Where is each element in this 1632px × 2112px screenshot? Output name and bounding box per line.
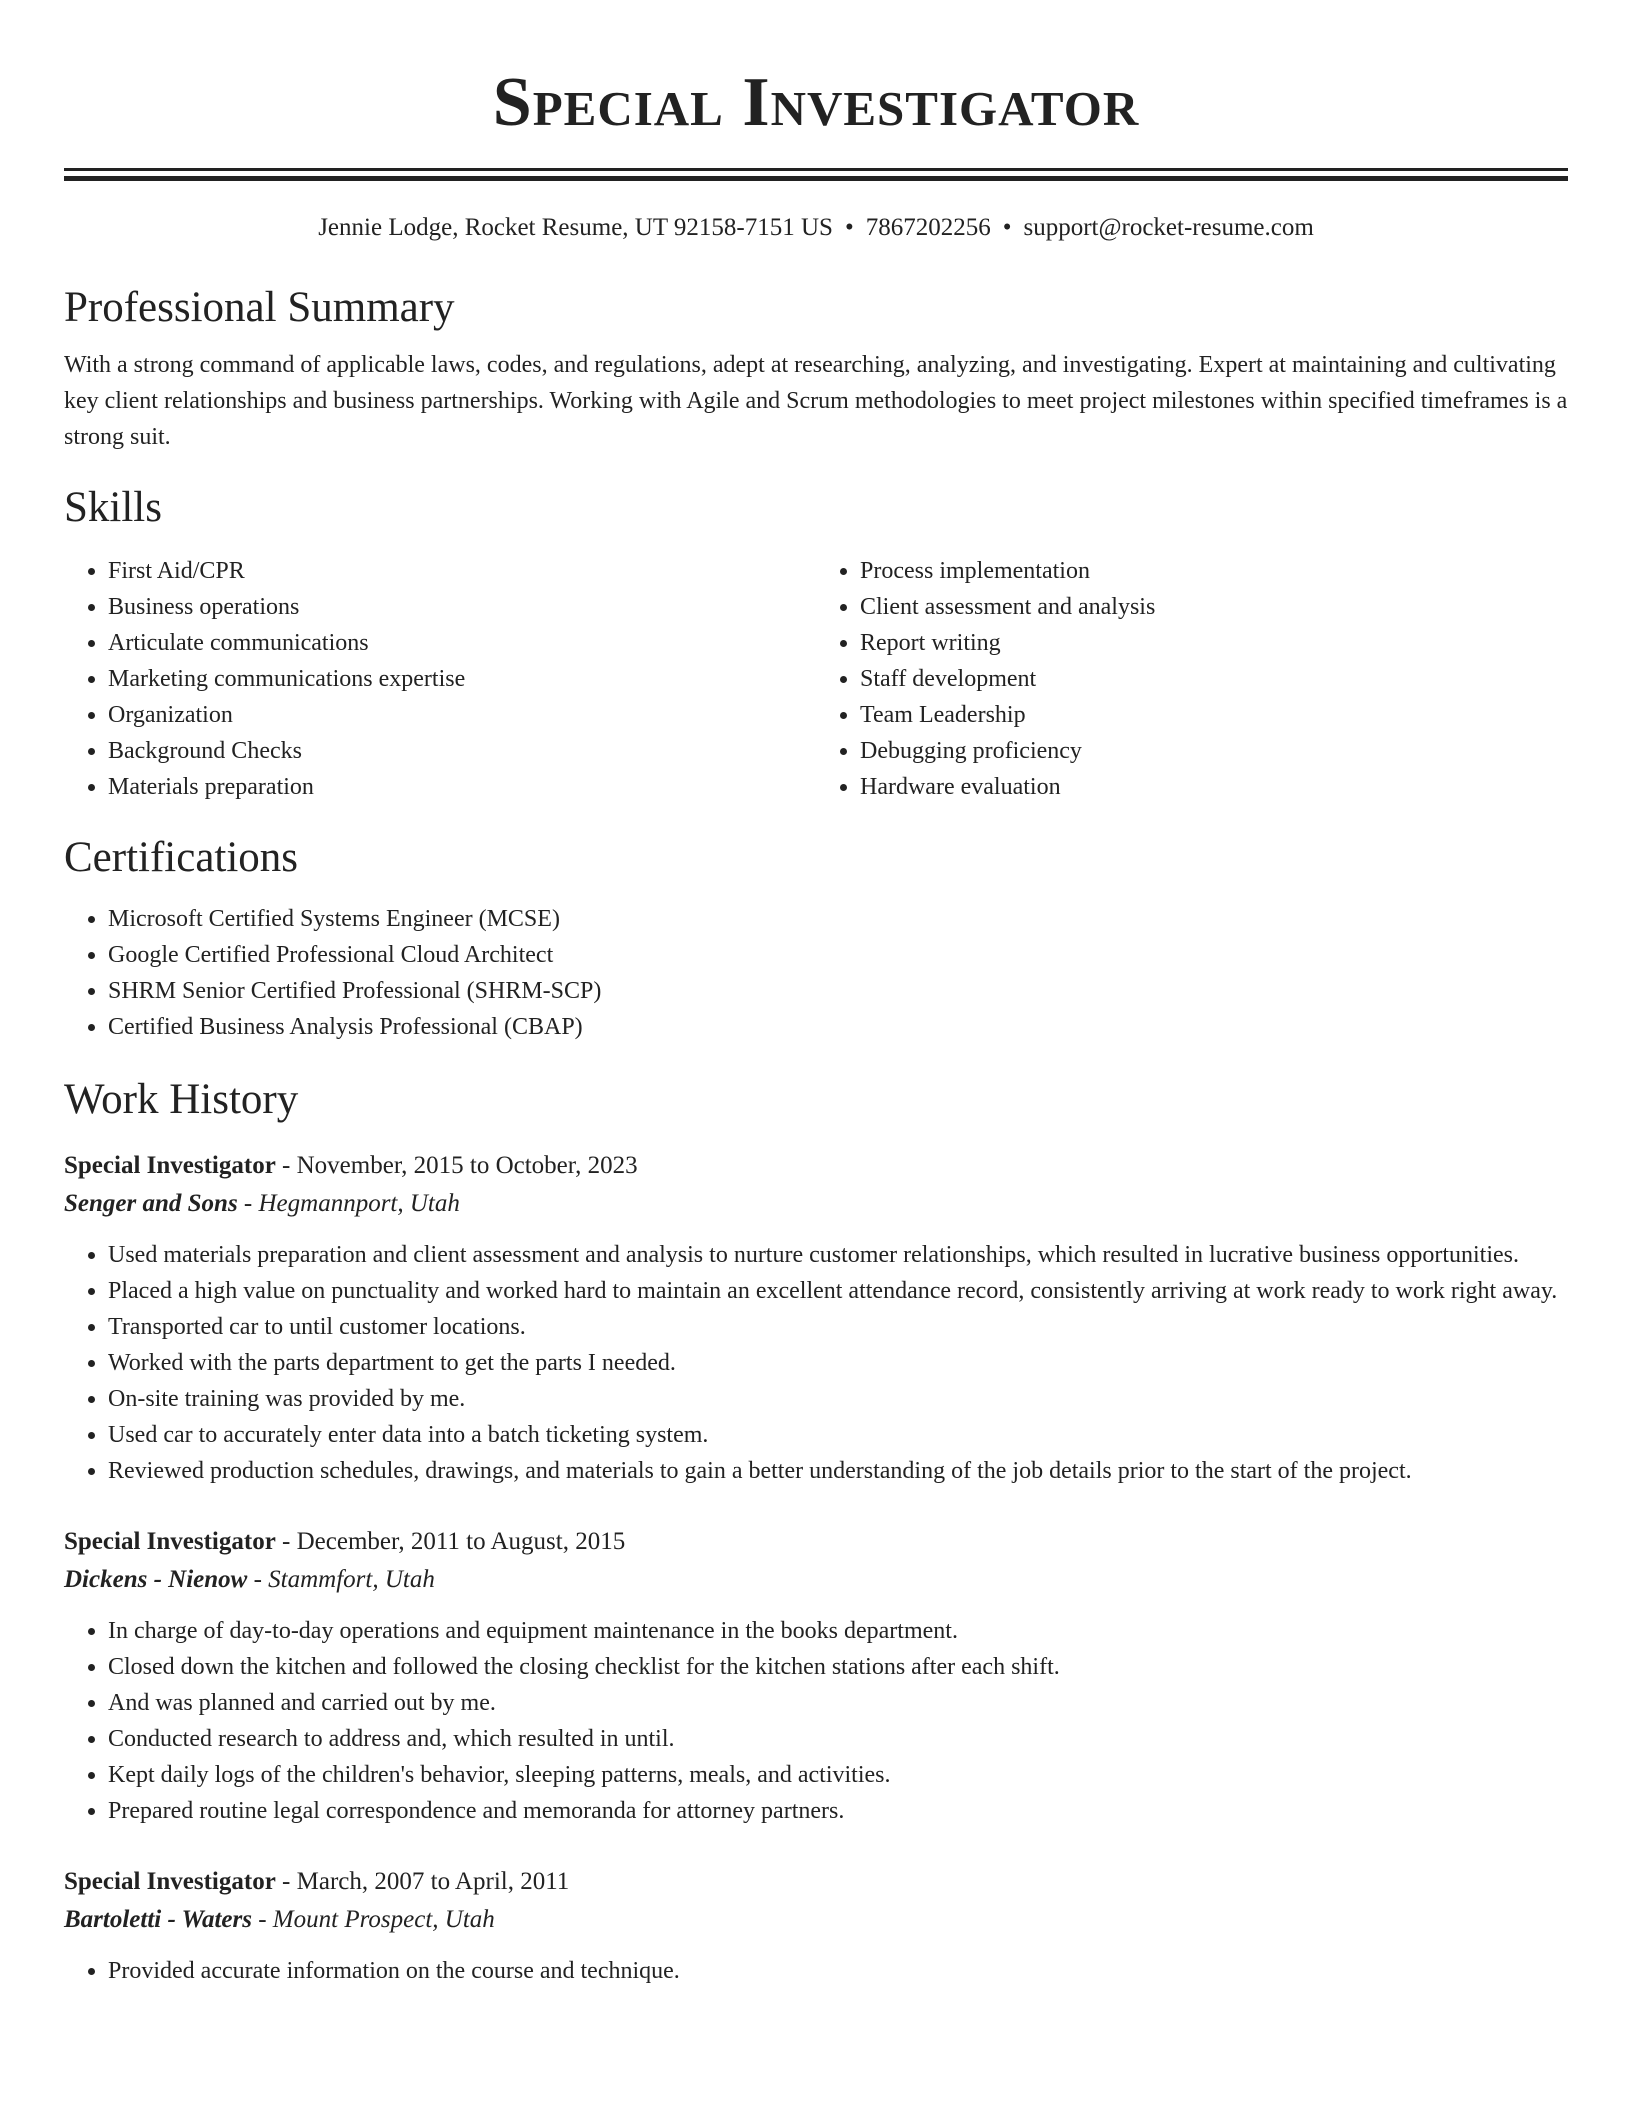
skill-item: • Business operations: [108, 589, 816, 625]
skill-item: • First Aid/CPR: [108, 553, 816, 589]
job-bullet: • And was planned and carried out by me.: [108, 1685, 1568, 1721]
skill-item: • Marketing communications expertise: [108, 661, 816, 697]
job-company: Dickens - Nienow: [64, 1566, 248, 1593]
job-entry: [64, 1863, 1568, 1989]
job-bullet: • Conducted research to address and, which resulted in until.: [108, 1721, 1568, 1757]
title-divider: [64, 168, 1568, 181]
skill-item: • Staff development: [860, 661, 1568, 697]
skill-item: • Team Leadership: [860, 697, 1568, 733]
work-history-heading: Work History: [64, 1076, 299, 1123]
skill-item: • Materials preparation: [108, 769, 816, 805]
job-bullet: • Used materials preparation and client assessment and analysis to nurture customer relationships, which resulted in lucrative business opportunities.: [108, 1237, 1568, 1273]
skill-item: • Articulate communications: [108, 625, 816, 661]
job-bullet: • Used car to accurately enter data into a batch ticketing system.: [108, 1417, 1568, 1453]
job-title: Special Investigator: [64, 1868, 276, 1895]
job-location: - Hegmannport, Utah: [237, 1190, 460, 1217]
certification-item: • SHRM Senior Certified Professional (SHRM-SCP): [108, 973, 1568, 1009]
summary-text: With a strong command of applicable laws, codes, and regulations, adept at researching, analyzing, and investigating. Expert at maintaining and cultivating key client relationships and business partnerships. Working with Agile and Scrum methodologies to meet project milestones within specified timeframes is a strong suit.: [64, 352, 1568, 450]
skills-list-left: [64, 553, 816, 805]
job-title-line: [64, 1863, 1568, 1901]
job-company: Bartoletti - Waters: [64, 1906, 252, 1933]
contact-separator: •: [1002, 214, 1012, 241]
job-location: - Mount Prospect, Utah: [251, 1906, 495, 1933]
job-dates: - December, 2011 to August, 2015: [275, 1528, 626, 1555]
skills-list-right: [816, 553, 1568, 805]
skills-columns: [64, 553, 1568, 805]
job-bullets: [64, 1613, 1568, 1829]
certifications-heading: Certifications: [64, 834, 299, 881]
contact-email: support@rocket-resume.com: [1023, 214, 1314, 241]
job-dates: - March, 2007 to April, 2011: [275, 1868, 570, 1895]
job-entry: [64, 1147, 1568, 1489]
skills-heading: Skills: [64, 484, 162, 531]
job-bullet: • On-site training was provided by me.: [108, 1381, 1568, 1417]
job-bullet: • In charge of day-to-day operations and equipment maintenance in the books department.: [108, 1613, 1568, 1649]
job-entry: [64, 1523, 1568, 1829]
job-company-line: [64, 1185, 1568, 1223]
certification-item: • Certified Business Analysis Professional (CBAP): [108, 1009, 1568, 1045]
resume-title: Special Investigator: [492, 64, 1140, 141]
certification-item: • Microsoft Certified Systems Engineer (MCSE): [108, 901, 1568, 937]
job-bullets: [64, 1237, 1568, 1489]
skill-item: • Background Checks: [108, 733, 816, 769]
job-location: - Stammfort, Utah: [247, 1566, 435, 1593]
job-bullet: • Kept daily logs of the children's behavior, sleeping patterns, meals, and activities.: [108, 1757, 1568, 1793]
contact-line: [64, 211, 1568, 245]
skill-item: • Debugging proficiency: [860, 733, 1568, 769]
contact-separator: •: [844, 214, 854, 241]
job-bullet: • Worked with the parts department to get the parts I needed.: [108, 1345, 1568, 1381]
skill-item: • Client assessment and analysis: [860, 589, 1568, 625]
job-bullet: • Provided accurate information on the course and technique.: [108, 1953, 1568, 1989]
job-title: Special Investigator: [64, 1152, 276, 1179]
certification-item: • Google Certified Professional Cloud Architect: [108, 937, 1568, 973]
skill-item: • Hardware evaluation: [860, 769, 1568, 805]
job-company-line: [64, 1561, 1568, 1599]
job-bullets: [64, 1953, 1568, 1989]
job-title-line: [64, 1147, 1568, 1185]
summary-heading: Professional Summary: [64, 284, 455, 331]
contact-phone: 7867202256: [865, 214, 991, 241]
job-company-line: [64, 1901, 1568, 1939]
skill-item: • Report writing: [860, 625, 1568, 661]
skill-item: • Organization: [108, 697, 816, 733]
job-title-line: [64, 1523, 1568, 1561]
job-bullet: • Transported car to until customer locations.: [108, 1309, 1568, 1345]
job-company: Senger and Sons: [64, 1190, 238, 1217]
skill-item: • Process implementation: [860, 553, 1568, 589]
contact-address: Jennie Lodge, Rocket Resume, UT 92158-7151 US: [318, 214, 833, 241]
job-bullet: • Placed a high value on punctuality and worked hard to maintain an excellent attendance record, consistently arriving at work ready to work right away.: [108, 1273, 1568, 1309]
job-dates: - November, 2015 to October, 2023: [275, 1152, 638, 1179]
job-title: Special Investigator: [64, 1528, 276, 1555]
job-bullet: • Reviewed production schedules, drawings, and materials to gain a better understanding of the job details prior to the start of the project.: [108, 1453, 1568, 1489]
job-bullet: • Closed down the kitchen and followed the closing checklist for the kitchen stations after each shift.: [108, 1649, 1568, 1685]
certifications-list: [64, 901, 1568, 1045]
job-bullet: • Prepared routine legal correspondence and memoranda for attorney partners.: [108, 1793, 1568, 1829]
